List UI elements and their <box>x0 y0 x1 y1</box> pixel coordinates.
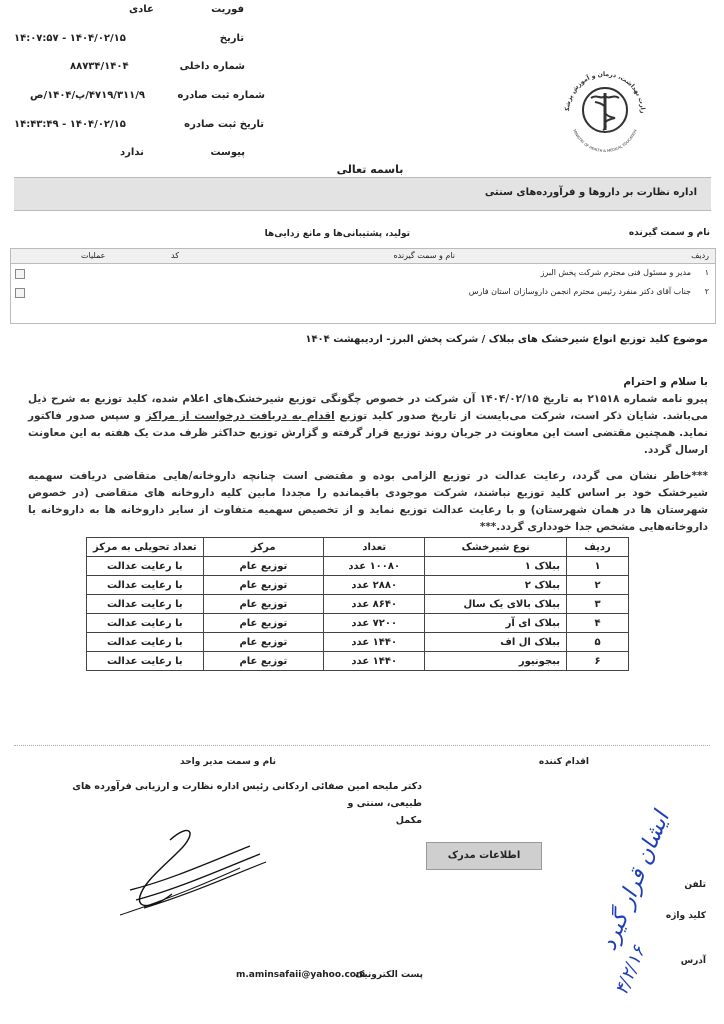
table-row <box>87 614 629 633</box>
table-cell: با رعایت عدالت <box>87 557 204 576</box>
recipient-row-name: جناب آقای دکتر منفرد رئیس محترم انجمن داروسازان استان فارس <box>468 287 691 296</box>
date-row <box>14 33 244 47</box>
logo-arc-text: زارت بهداشت، درمان و آموزش پزشک <box>563 70 647 114</box>
body-p1-underlined: اقدام به دریافت درخواست از مراکز <box>145 410 335 422</box>
table-cell: ۶ <box>567 652 629 671</box>
ministry-logo <box>555 60 655 160</box>
table-cell: ۱۰۰۸۰ عدد <box>324 557 425 576</box>
table-cell: با رعایت عدالت <box>87 633 204 652</box>
table-row <box>87 576 629 595</box>
recipient-category: تولید، پشتیبانی‌ها و مانع زدایی‌ها <box>264 229 410 239</box>
logo-en-text: MINISTRY OF HEALTH & MEDICAL EDUCATION <box>572 128 638 154</box>
ministry-emblem-icon <box>555 60 655 160</box>
table-header-row-num: ردیف <box>567 538 629 557</box>
table-cell: توزیع عام <box>203 557 323 576</box>
table-cell: ببلاک ای آر <box>425 614 567 633</box>
phone-label: تلفن <box>684 880 706 890</box>
table-cell: با رعایت عدالت <box>87 576 204 595</box>
table-cell: ببلاک ال اف <box>425 633 567 652</box>
department-name: اداره نظارت بر داروها و فرآورده‌های سنتی <box>484 187 697 198</box>
table-header-delivered: تعداد تحویلی به مرکز <box>87 538 204 557</box>
recipient-row <box>31 268 709 280</box>
table-row <box>87 557 629 576</box>
document-info-button[interactable]: اطلاعات مدرک <box>426 842 542 870</box>
table-cell: با رعایت عدالت <box>87 595 204 614</box>
handwritten-date: ۴/۲/۱۶ <box>611 943 650 998</box>
table-row <box>87 633 629 652</box>
signer-line-2: مکمل <box>395 815 422 826</box>
svg-text:وزارت بهداشت، درمان و آموزش پز <box>555 60 646 114</box>
recipient-row-action-icon[interactable] <box>15 288 25 298</box>
table-cell: توزیع عام <box>203 595 323 614</box>
recipient-label: نام و سمت گیرنده <box>628 228 710 238</box>
handwritten-text: ایشان قرار گیرد <box>596 808 675 955</box>
recipient-table-header <box>11 249 715 264</box>
issue-date-row <box>14 119 264 133</box>
issue-number-value: ۴۷۱۹/۳۱۱/۹/پ/۱۴۰۴/ص <box>30 90 146 101</box>
priority-value: عادی <box>129 4 154 15</box>
manager-label: نام و سمت مدیر واحد <box>180 757 277 767</box>
distribution-table <box>86 537 629 671</box>
department-banner <box>14 177 711 211</box>
table-cell: ببلاک ۱ <box>425 557 567 576</box>
recipient-row <box>31 287 709 299</box>
footer-divider <box>14 745 710 746</box>
body-p1-end: و سپس صدور فاکتور نماید. همچنین مقتضی است این معاونت در جریان روند توزیع قرار گرفته و گزارش توزیع حداکثر ظرف مدت یک هفته به این معاونت ارسال گردد. <box>28 410 708 456</box>
signer-line-1: دکتر ملیحه امین صفائی اردکانی رئیس اداره نظارت و ارزیابی فرآورده های طبیعی، سنتی و <box>72 781 422 809</box>
table-cell: ۳ <box>567 595 629 614</box>
handwritten-note <box>550 808 680 1010</box>
internal-number-value: ۸۸۷۳۴/۱۴۰۴ <box>70 61 129 72</box>
recipient-row-num: ۲ <box>704 287 709 296</box>
subject-line: موضوع کلید توزیع انواع شیرخشک های ببلاک / شرکت پخش البرز- اردیبهشت ۱۴۰۴ <box>305 334 708 345</box>
table-cell: ۷۲۰۰ عدد <box>324 614 425 633</box>
table-cell: توزیع عام <box>203 633 323 652</box>
table-header-center: مرکز <box>203 538 323 557</box>
recipient-col-name: نام و سمت گیرنده <box>393 251 455 260</box>
priority-row <box>34 4 244 18</box>
table-cell: با رعایت عدالت <box>87 614 204 633</box>
table-cell: ۱ <box>567 557 629 576</box>
table-row <box>87 652 629 671</box>
table-cell: ۸۶۴۰ عدد <box>324 595 425 614</box>
recipient-table <box>10 248 716 324</box>
issue-date-value: ۱۴۰۴/۰۲/۱۵ - ۱۴:۴۳:۴۹ <box>14 119 126 130</box>
attachment-label: پیوست <box>210 147 245 158</box>
table-cell: توزیع عام <box>203 576 323 595</box>
basmala: باسمه تعالی <box>336 163 404 176</box>
action-label: اقدام کننده <box>538 757 589 767</box>
attachment-value: ندارد <box>120 147 144 158</box>
table-cell: ۱۴۴۰ عدد <box>324 633 425 652</box>
recipient-row-action-icon[interactable] <box>15 269 25 279</box>
address-label: آدرس <box>680 956 706 966</box>
table-header-row <box>87 538 629 557</box>
issue-date-label: تاریخ ثبت صادره <box>184 119 264 130</box>
table-cell: ببلاک بالای یک سال <box>425 595 567 614</box>
date-value: ۱۴۰۴/۰۲/۱۵ - ۱۴:۰۷:۵۷ <box>14 33 126 44</box>
table-cell: ۴ <box>567 614 629 633</box>
table-cell: توزیع عام <box>203 614 323 633</box>
table-cell: ۵ <box>567 633 629 652</box>
internal-number-label: شماره داخلی <box>179 61 245 72</box>
table-cell: ۱۴۴۰ عدد <box>324 652 425 671</box>
recipient-row-name: مدیر و مسئول فنی محترم شرکت پخش البرز <box>540 268 691 277</box>
priority-label: فوریت <box>211 4 244 15</box>
recipient-row-num: ۱ <box>704 268 709 277</box>
table-cell: ۲۸۸۰ عدد <box>324 576 425 595</box>
recipient-col-ops: عملیات <box>81 251 106 260</box>
date-label: تاریخ <box>219 33 244 44</box>
internal-number-row <box>70 61 245 75</box>
email-value: m.aminsafaii@yahoo.com <box>236 970 366 980</box>
attachment-row <box>120 147 245 161</box>
table-header-count: تعداد <box>324 538 425 557</box>
table-cell: توزیع عام <box>203 652 323 671</box>
email-label: پست الکترونیک <box>355 970 424 980</box>
table-header-type: نوع شیرخشک <box>425 538 567 557</box>
table-cell: با رعایت عدالت <box>87 652 204 671</box>
greeting: با سلام و احترام <box>623 376 708 388</box>
recipient-col-row: ردیف <box>691 251 709 260</box>
table-row <box>87 595 629 614</box>
table-cell: ببلاک ۲ <box>425 576 567 595</box>
keyword-label: کلید واژه <box>665 911 706 921</box>
table-cell: ببجونیور <box>425 652 567 671</box>
table-cell: ۲ <box>567 576 629 595</box>
issue-number-row <box>30 90 265 104</box>
body-p1-start: پیرو نامه شماره ۲۱۵۱۸ به تاریخ ۱۴۰۴/۰۲/۱۵ آن شرکت در خصوص چگونگی توزیع شیرخشک‌های اعلام شده، کلید توزیع به شرح ذیل می‌باشد. شایان ذکر است، شرکت می‌بایست از تاریخ صدور کلید توزیع <box>28 393 709 422</box>
manager-signature-icon <box>100 820 270 920</box>
body-paragraph-1 <box>28 391 708 459</box>
body-paragraph-2: ***خاطر نشان می گردد، رعایت عدالت در توزیع الزامی بوده و مقتضی است چنانچه داروخانه/هایی متقاضی دریافت سهمیه شیرخشک خود بر اساس کلید توزیع نباشند، شرکت موجودی باقیمانده را مجددا مابین کلیه داروخانه های متقاضی (در خصوص شهرستان ها در همان شهرستان) و با رعایت عدالت توزیع نماید و از تخصیص سهمیه متفاوت از سایر داروخانه ها به داروخانه یا داروخانه‌هایی مشخص جدا خودداری گردد.*** <box>28 470 708 533</box>
issue-number-label: شماره ثبت صادره <box>177 90 265 101</box>
recipient-col-code: کد <box>171 251 180 260</box>
